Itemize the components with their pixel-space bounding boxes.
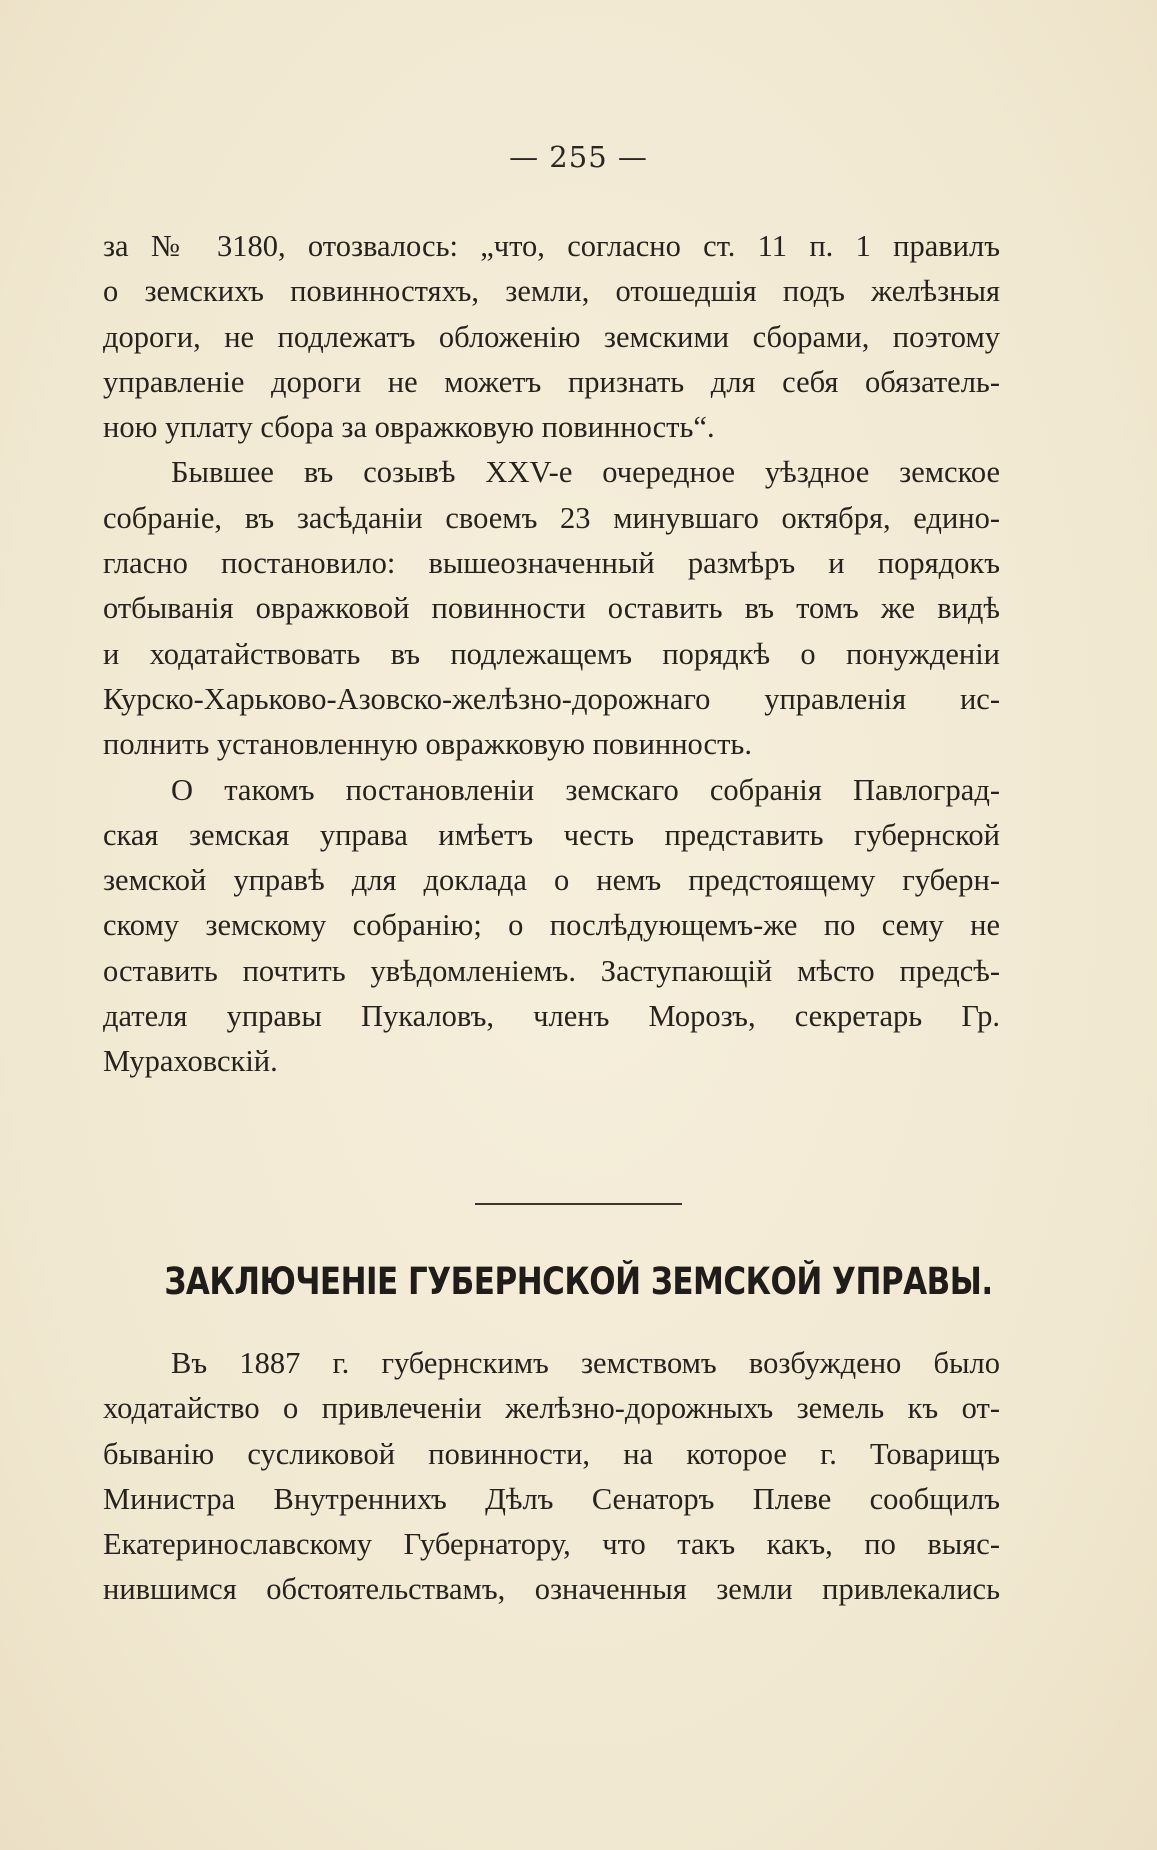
text-line: гласно постановило: вышеозначенный размѣръ и порядокъ xyxy=(103,546,1000,581)
text-line: Курско-Харьково-Азовско-желѣзно-дорожнаго управленія ис- xyxy=(103,681,1000,716)
section-heading: ЗАКЛЮЧЕНІЕ ГУБЕРНСКОЙ ЗЕМСКОЙ УПРАВЫ. xyxy=(164,1260,993,1304)
page-number: — 255 — xyxy=(509,140,648,174)
text-line: о земскихъ повинностяхъ, земли, отошедшія подъ желѣзныя xyxy=(103,274,1000,309)
section-divider xyxy=(475,1203,682,1205)
text-line: ходатайство о привлеченіи желѣзно-дорожныхъ земель къ от- xyxy=(103,1391,1000,1426)
text-line: быванію сусликовой повинности, на которое г. Товарищъ xyxy=(103,1436,1000,1471)
text-line: нившимся обстоятельствамъ, означенныя земли привлекались xyxy=(103,1572,1000,1607)
text-line: отбыванія овражковой повинности оставить въ томъ же видѣ xyxy=(103,591,1000,626)
text-line: оставить почтить увѣдомленіемъ. Заступающій мѣсто предсѣ- xyxy=(103,953,1000,988)
text-line: Мураховскій. xyxy=(103,1044,278,1079)
body-text-block xyxy=(103,1341,1000,1613)
text-line: Бывшее въ созывѣ XXV-е очередное уѣздное земское xyxy=(171,455,1000,490)
text-line: ною уплату сбора за овражковую повинность“. xyxy=(103,410,715,445)
text-line: и ходатайствовать въ подлежащемъ порядкѣ о понужденіи xyxy=(103,636,1000,671)
text-line: полнить установленную овражковую повинность. xyxy=(103,727,752,762)
text-line: земской управѣ для доклада о немъ предстоящему губерн- xyxy=(103,863,1000,898)
body-text-block xyxy=(103,224,1000,1085)
text-line: дателя управы Пукаловъ, членъ Морозъ, секретарь Гр. xyxy=(103,999,1000,1034)
text-line: скому земскому собранію; о послѣдующемъ-же по сему не xyxy=(103,908,1000,943)
text-line: Екатеринославскому Губернатору, что такъ какъ, по выяс- xyxy=(103,1527,1000,1562)
text-line: дороги, не подлежатъ обложенію земскими сборами, поэтому xyxy=(103,319,1000,354)
text-line: Въ 1887 г. губернскимъ земствомъ возбуждено было xyxy=(171,1346,1000,1380)
text-line: собраніе, въ засѣданіи своемъ 23 минувшаго октября, едино- xyxy=(103,500,1000,535)
text-line: Министра Внутреннихъ Дѣлъ Сенаторъ Плеве сообщилъ xyxy=(103,1481,1000,1516)
text-line: за № 3180, отозвалось: „что, согласно ст. 11 п. 1 правилъ xyxy=(103,229,1000,263)
text-line: О такомъ постановленіи земскаго собранія Павлоград- xyxy=(171,772,1000,807)
text-line: управленіе дороги не можетъ признать для себя обязатель- xyxy=(103,364,1000,399)
text-line: ская земская управа имѣетъ честь представить губернской xyxy=(103,817,1000,852)
